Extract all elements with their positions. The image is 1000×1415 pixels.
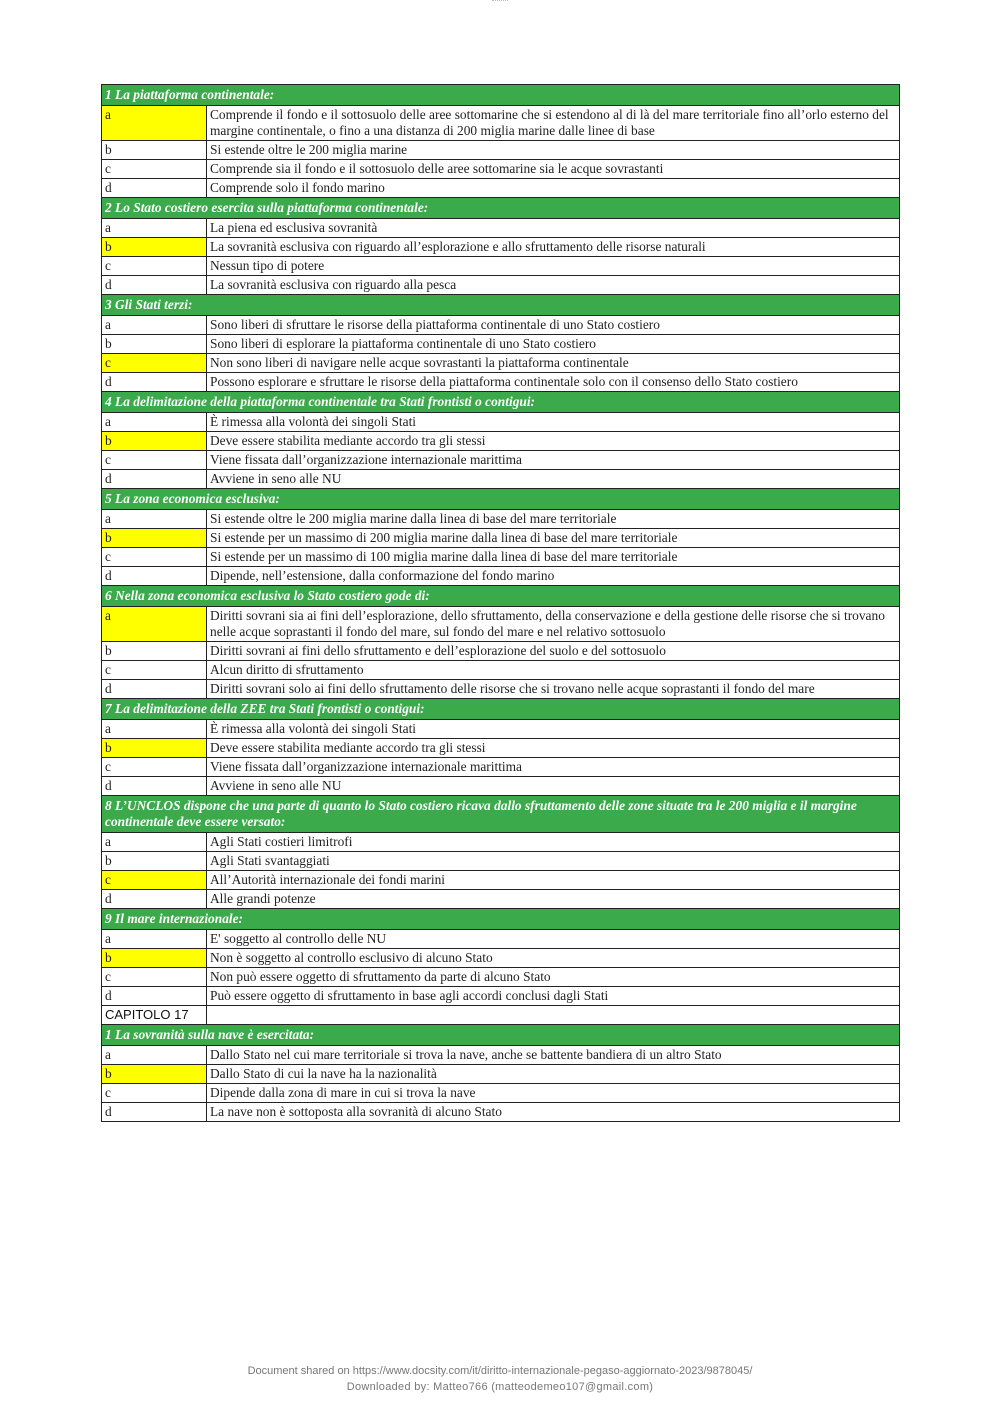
answer-row xyxy=(102,739,900,758)
answer-letter: d xyxy=(102,987,207,1006)
answer-text: Dipende dalla zona di mare in cui si trova la nave xyxy=(207,1084,900,1103)
answer-text: Comprende solo il fondo marino xyxy=(207,179,900,198)
answer-row xyxy=(102,1046,900,1065)
answer-text: Viene fissata dall’organizzazione internazionale marittima xyxy=(207,451,900,470)
answer-row xyxy=(102,968,900,987)
chapter-empty-cell xyxy=(207,1006,900,1025)
question-title: 7 La delimitazione della ZEE tra Stati frontisti o contigui: xyxy=(102,699,900,720)
answer-row xyxy=(102,335,900,354)
answer-text: La piena ed esclusiva sovranità xyxy=(207,219,900,238)
answer-text: Agli Stati costieri limitrofi xyxy=(207,833,900,852)
question-header-row xyxy=(102,489,900,510)
question-header-row xyxy=(102,586,900,607)
answer-letter: c xyxy=(102,1084,207,1103)
answer-row xyxy=(102,257,900,276)
answer-text: Agli Stati svantaggiati xyxy=(207,852,900,871)
answer-letter-correct: a xyxy=(102,106,207,141)
answer-row xyxy=(102,890,900,909)
answer-text: Alle grandi potenze xyxy=(207,890,900,909)
answer-row xyxy=(102,276,900,295)
answer-letter: d xyxy=(102,373,207,392)
answer-text: Non può essere oggetto di sfruttamento da parte di alcuno Stato xyxy=(207,968,900,987)
answer-letter: a xyxy=(102,413,207,432)
answer-row xyxy=(102,567,900,586)
answer-text: Dallo Stato nel cui mare territoriale si trova la nave, anche se battente bandiera di un altro Stato xyxy=(207,1046,900,1065)
answer-text: È rimessa alla volontà dei singoli Stati xyxy=(207,413,900,432)
answer-letter: d xyxy=(102,1103,207,1122)
answer-text: Deve essere stabilita mediante accordo tra gli stessi xyxy=(207,432,900,451)
question-header-row xyxy=(102,796,900,833)
answer-text: Dallo Stato di cui la nave ha la nazionalità xyxy=(207,1065,900,1084)
answer-letter: b xyxy=(102,141,207,160)
answer-row xyxy=(102,680,900,699)
answer-row xyxy=(102,106,900,141)
answer-row xyxy=(102,607,900,642)
answer-row xyxy=(102,777,900,796)
answer-letter-correct: b xyxy=(102,739,207,758)
answer-row xyxy=(102,413,900,432)
question-header-row xyxy=(102,1025,900,1046)
answer-text: Si estende oltre le 200 miglia marine xyxy=(207,141,900,160)
answer-text: Avviene in seno alle NU xyxy=(207,777,900,796)
answer-text: Non è soggetto al controllo esclusivo di alcuno Stato xyxy=(207,949,900,968)
footer-downloaded-text: Downloaded by: Matteo766 (matteodemeo107@gmail.com) xyxy=(346,1381,654,1393)
answer-letter: a xyxy=(102,1046,207,1065)
answer-row xyxy=(102,987,900,1006)
answer-letter: d xyxy=(102,890,207,909)
question-header-row xyxy=(102,295,900,316)
answer-letter: c xyxy=(102,661,207,680)
answer-text: Comprende sia il fondo e il sottosuolo delle aree sottomarine sia le acque sovrastanti xyxy=(207,160,900,179)
answer-text: Non sono liberi di navigare nelle acque sovrastanti la piattaforma continentale xyxy=(207,354,900,373)
answer-text: Alcun diritto di sfruttamento xyxy=(207,661,900,680)
answer-row xyxy=(102,219,900,238)
answer-row xyxy=(102,548,900,567)
answer-letter: d xyxy=(102,567,207,586)
answer-row xyxy=(102,316,900,335)
question-title: 2 Lo Stato costiero esercita sulla piattaforma continentale: xyxy=(102,198,900,219)
answer-letter: b xyxy=(102,852,207,871)
answer-row xyxy=(102,373,900,392)
answer-letter-correct: c xyxy=(102,871,207,890)
question-title: 1 La piattaforma continentale: xyxy=(102,85,900,106)
question-title: 4 La delimitazione della piattaforma continentale tra Stati frontisti o contigui: xyxy=(102,392,900,413)
answer-text: Diritti sovrani sia ai fini dell’esplorazione, dello sfruttamento, della conservazione e della gestione delle risorse che si trovano nelle acque soprastanti il fondo del mare, sul fondo del mare e nel relativo sottosuolo xyxy=(207,607,900,642)
answer-letter: c xyxy=(102,160,207,179)
answer-letter: d xyxy=(102,179,207,198)
answer-text: Diritti sovrani ai fini dello sfruttamento e dell’esplorazione del suolo e del sottosuolo xyxy=(207,642,900,661)
answer-letter: c xyxy=(102,548,207,567)
answer-letter: a xyxy=(102,510,207,529)
answer-letter: a xyxy=(102,720,207,739)
answer-letter-correct: c xyxy=(102,354,207,373)
answer-text: Avviene in seno alle NU xyxy=(207,470,900,489)
question-title: 3 Gli Stati terzi: xyxy=(102,295,900,316)
answer-row xyxy=(102,661,900,680)
answer-letter: b xyxy=(102,642,207,661)
answer-letter: d xyxy=(102,470,207,489)
chapter-label: CAPITOLO 17 xyxy=(102,1006,207,1025)
answer-row xyxy=(102,179,900,198)
question-title: 1 La sovranità sulla nave è esercitata: xyxy=(102,1025,900,1046)
answer-row xyxy=(102,160,900,179)
answer-letter-correct: b xyxy=(102,529,207,548)
answer-letter-correct: a xyxy=(102,607,207,642)
quiz-table xyxy=(101,84,900,1122)
answer-text: All’Autorità internazionale dei fondi marini xyxy=(207,871,900,890)
answer-letter: d xyxy=(102,276,207,295)
answer-row xyxy=(102,642,900,661)
answer-row xyxy=(102,871,900,890)
answer-letter: c xyxy=(102,968,207,987)
answer-text: Diritti sovrani solo ai fini dello sfruttamento delle risorse che si trovano nelle acque soprastanti il fondo del mare xyxy=(207,680,900,699)
answer-text: Nessun tipo di potere xyxy=(207,257,900,276)
answer-text: È rimessa alla volontà dei singoli Stati xyxy=(207,720,900,739)
answer-row xyxy=(102,510,900,529)
footer-shared-text: Document shared on https://www.docsity.com/it/diritto-internazionale-pegaso-aggiornato-2023/9878045/ xyxy=(247,1365,753,1377)
answer-row xyxy=(102,432,900,451)
question-header-row xyxy=(102,198,900,219)
answer-row xyxy=(102,529,900,548)
answer-row xyxy=(102,1103,900,1122)
question-header-row xyxy=(102,85,900,106)
answer-letter-correct: b xyxy=(102,432,207,451)
answer-text: Si estende per un massimo di 200 miglia marine dalla linea di base del mare territoriale xyxy=(207,529,900,548)
chapter-row xyxy=(102,1006,900,1025)
answer-row xyxy=(102,758,900,777)
answer-text: Può essere oggetto di sfruttamento in base agli accordi conclusi dagli Stati xyxy=(207,987,900,1006)
answer-text: Viene fissata dall’organizzazione internazionale marittima xyxy=(207,758,900,777)
answer-row xyxy=(102,354,900,373)
question-title: 8 L’UNCLOS dispone che una parte di quanto lo Stato costiero ricava dallo sfruttamento delle zone situate tra le 200 miglia e il margine continentale deve essere versato: xyxy=(102,796,900,833)
answer-letter: a xyxy=(102,833,207,852)
answer-row xyxy=(102,451,900,470)
answer-row xyxy=(102,1065,900,1084)
answer-text: Si estende per un massimo di 100 miglia marine dalla linea di base del mare territoriale xyxy=(207,548,900,567)
answer-row xyxy=(102,852,900,871)
answer-letter: b xyxy=(102,335,207,354)
answer-row xyxy=(102,470,900,489)
answer-letter-correct: b xyxy=(102,1065,207,1084)
answer-row xyxy=(102,141,900,160)
answer-letter: c xyxy=(102,257,207,276)
answer-text: Si estende oltre le 200 miglia marine dalla linea di base del mare territoriale xyxy=(207,510,900,529)
answer-row xyxy=(102,720,900,739)
answer-letter-correct: b xyxy=(102,238,207,257)
answer-letter: d xyxy=(102,777,207,796)
answer-text: Possono esplorare e sfruttare le risorse della piattaforma continentale solo con il consenso dello Stato costiero xyxy=(207,373,900,392)
answer-text: Sono liberi di esplorare la piattaforma continentale di uno Stato costiero xyxy=(207,335,900,354)
answer-row xyxy=(102,949,900,968)
answer-row xyxy=(102,238,900,257)
answer-row xyxy=(102,833,900,852)
answer-text: Dipende, nell’estensione, dalla conformazione del fondo marino xyxy=(207,567,900,586)
question-header-row xyxy=(102,392,900,413)
answer-letter: a xyxy=(102,930,207,949)
question-header-row xyxy=(102,699,900,720)
answer-text: La sovranità esclusiva con riguardo alla pesca xyxy=(207,276,900,295)
answer-text: Comprende il fondo e il sottosuolo delle aree sottomarine che si estendono al di là del mare territoriale fino all’orlo esterno del margine continentale, o fino a una distanza di 200 miglia marine dalle linee di base xyxy=(207,106,900,141)
question-title: 9 Il mare internazionale: xyxy=(102,909,900,930)
answer-text: E' soggetto al controllo delle NU xyxy=(207,930,900,949)
answer-text: Deve essere stabilita mediante accordo tra gli stessi xyxy=(207,739,900,758)
answer-letter: a xyxy=(102,316,207,335)
answer-text: La sovranità esclusiva con riguardo all’esplorazione e allo sfruttamento delle risorse naturali xyxy=(207,238,900,257)
question-title: 6 Nella zona economica esclusiva lo Stato costiero gode di: xyxy=(102,586,900,607)
question-title: 5 La zona economica esclusiva: xyxy=(102,489,900,510)
quiz-body xyxy=(102,85,900,1122)
answer-letter: c xyxy=(102,451,207,470)
answer-row xyxy=(102,1084,900,1103)
answer-letter-correct: b xyxy=(102,949,207,968)
question-header-row xyxy=(102,909,900,930)
answer-letter: a xyxy=(102,219,207,238)
answer-letter: d xyxy=(102,680,207,699)
page-top-mark xyxy=(492,0,508,3)
answer-text: Sono liberi di sfruttare le risorse della piattaforma continentale di uno Stato costiero xyxy=(207,316,900,335)
answer-row xyxy=(102,930,900,949)
answer-text: La nave non è sottoposta alla sovranità di alcuno Stato xyxy=(207,1103,900,1122)
answer-letter: c xyxy=(102,758,207,777)
